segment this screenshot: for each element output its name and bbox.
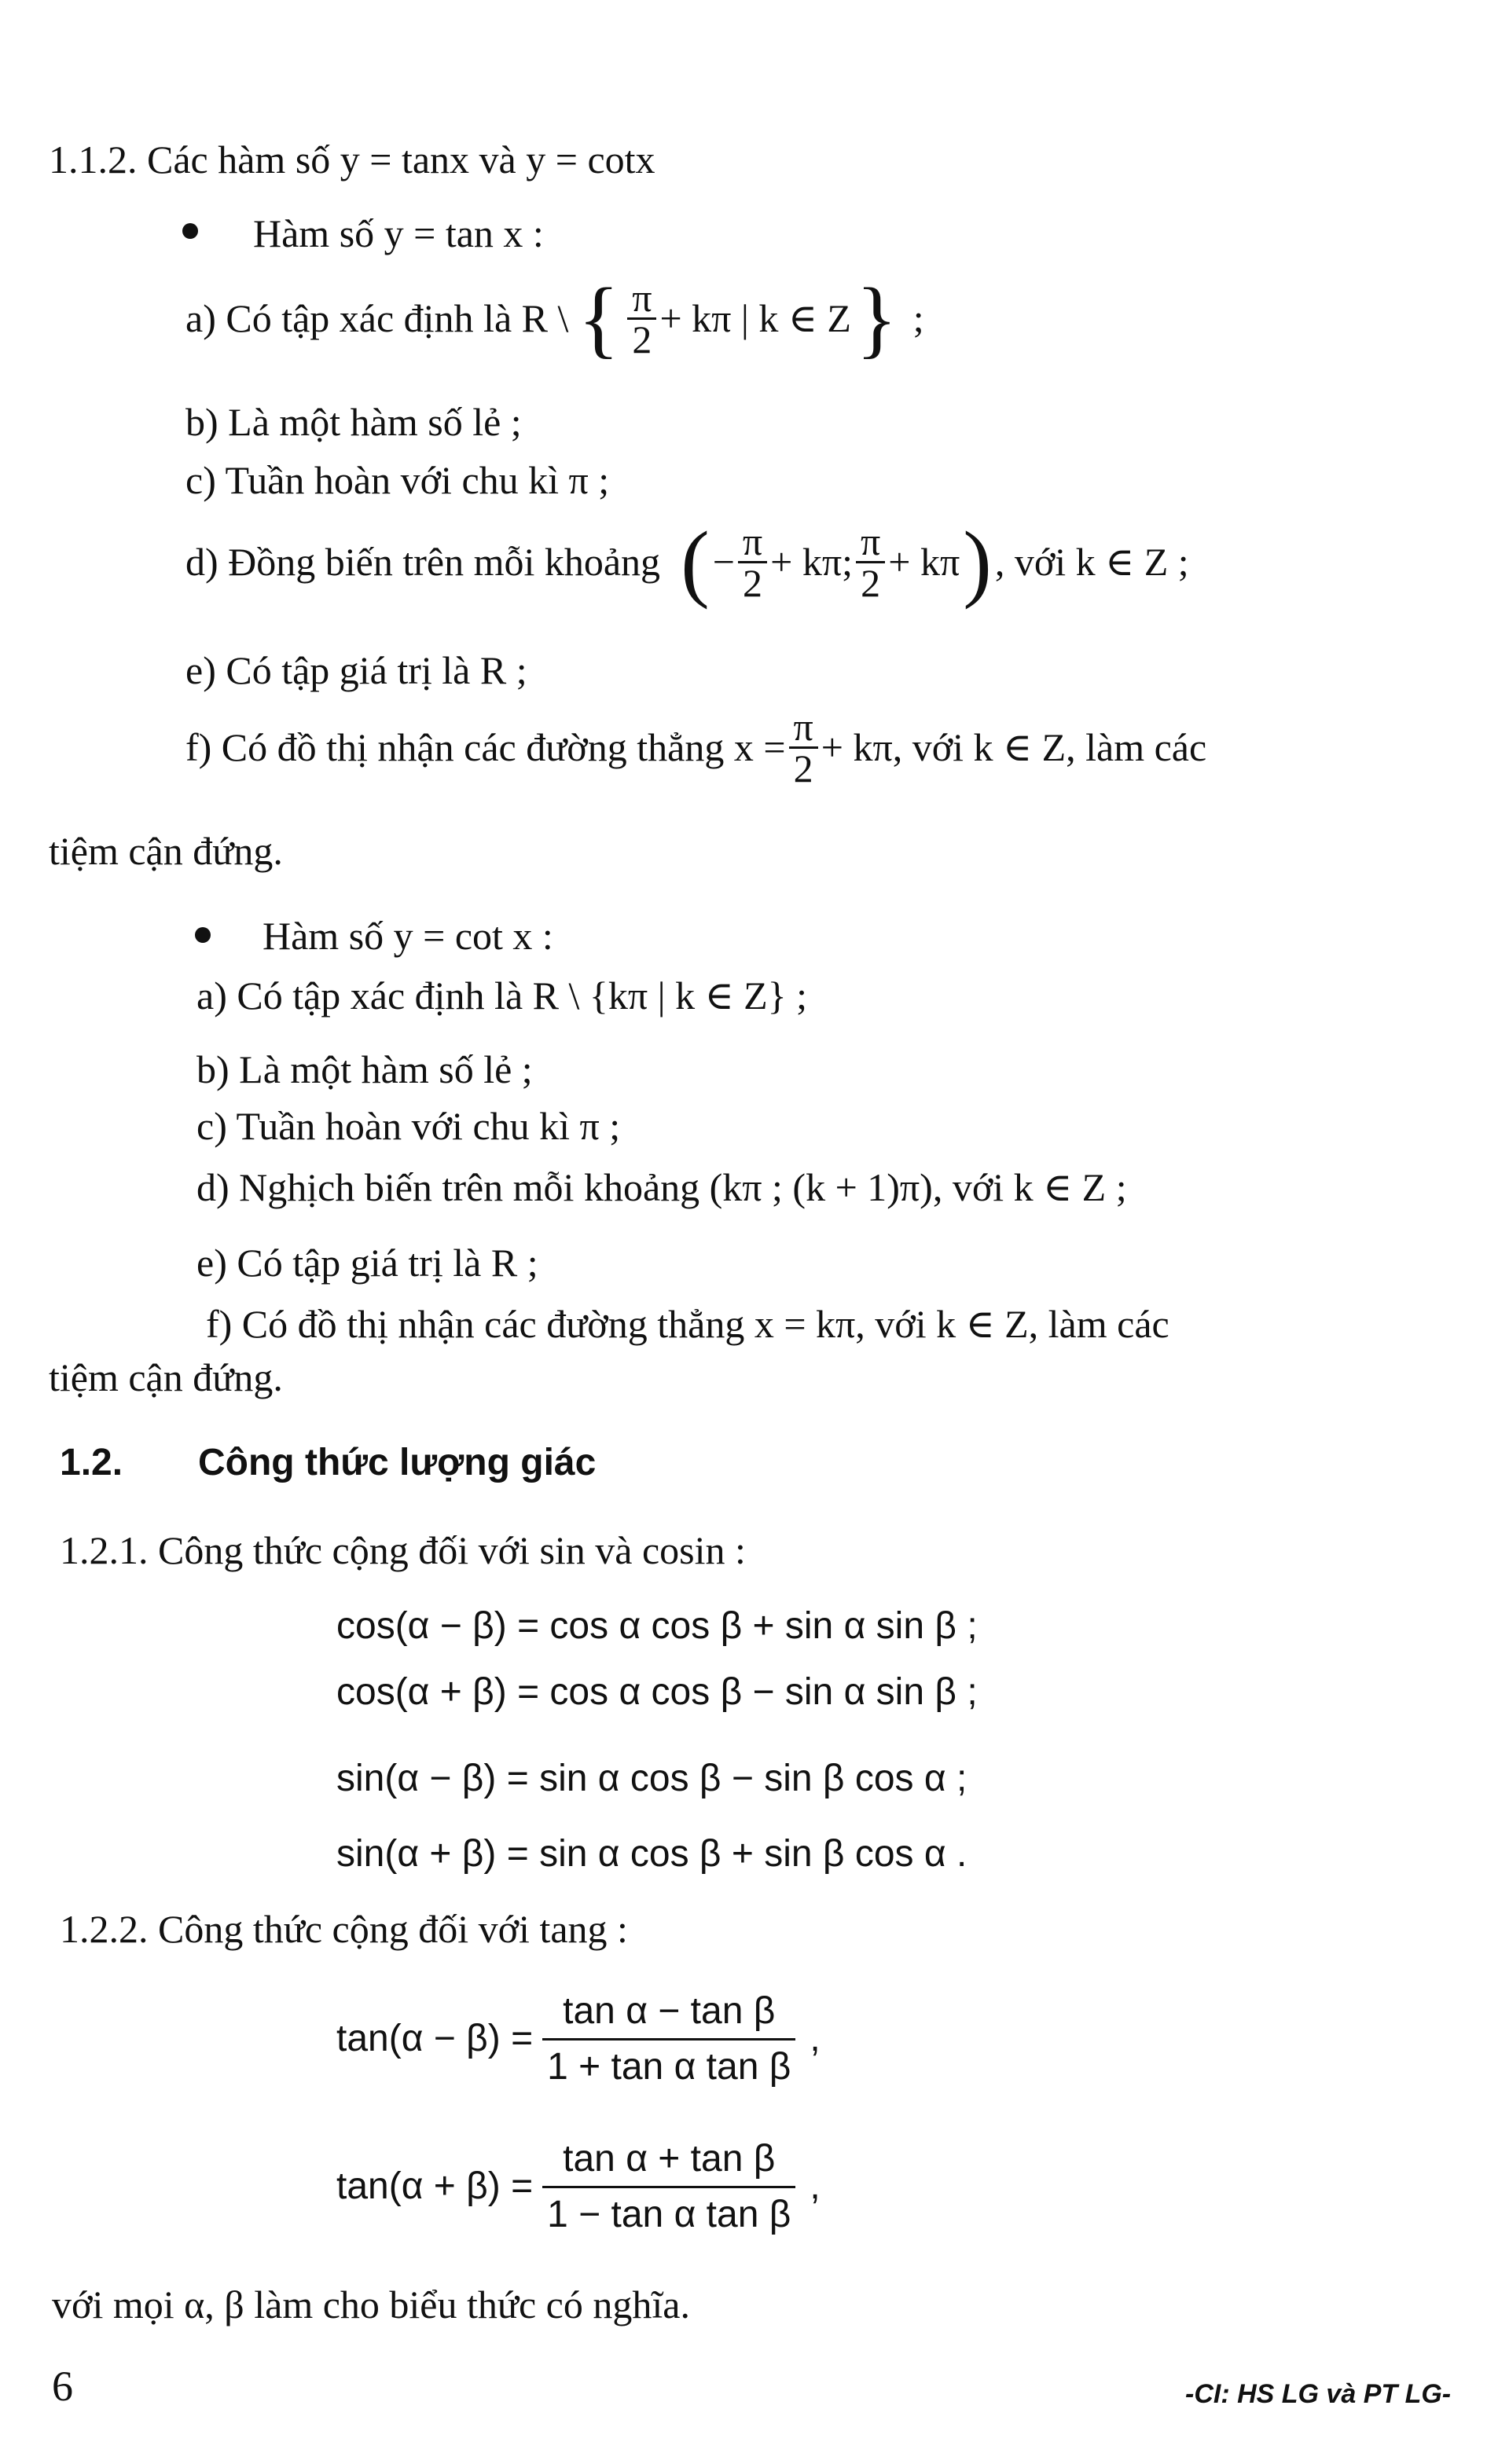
section-1-2-1-title: 1.2.1. Công thức cộng đối với sin và cosin :: [60, 1528, 746, 1572]
tan-heading: Hàm số y = tan x :: [253, 211, 544, 255]
fraction-tan-minus: $\frac{\text{tan α − tan β}}{\text{1 + tan α tan β}}$: [542, 1993, 795, 2086]
cot-heading: Hàm số y = cot x :: [263, 914, 553, 958]
formula-cos-plus: cos(α + β) = cos α cos β − sin α sin β ;: [336, 1671, 978, 1713]
running-title: -CI: HS LG và PT LG-: [1185, 2379, 1452, 2409]
section-1-2-2-title: 1.2.2. Công thức cộng đối với tang :: [60, 1907, 628, 1951]
bullet-icon: [182, 223, 198, 239]
formula-sin-minus: sin(α − β) = sin α cos β − sin β cos α ;: [336, 1758, 967, 1799]
fraction-pi-over-2: $\frac{\pi}{2}$: [856, 522, 885, 603]
section-1-2-number: 1.2.: [60, 1442, 123, 1483]
fraction-pi-over-2: $\frac{\pi}{2}$: [789, 707, 818, 788]
cot-item-b: b) Là một hàm số lẻ ;: [196, 1047, 533, 1091]
left-brace-icon: {: [578, 270, 620, 366]
bullet-icon: [195, 927, 211, 943]
cot-item-e: e) Có tập giá trị là R ;: [196, 1241, 538, 1285]
fraction-pi-over-2: $\frac{\pi}{2}$: [738, 522, 767, 603]
section-1-1-2-title: 1.1.2. Các hàm số y = tanx và y = cotx: [49, 138, 655, 182]
right-paren-icon: ): [963, 514, 992, 610]
tan-item-e: e) Có tập giá trị là R ;: [185, 648, 527, 692]
tan-item-c: c) Tuần hoàn với chu kì π ;: [185, 458, 610, 502]
tan-item-d: d) Đồng biến trên mỗi khoảng ( − $\frac{\pi}{2}$ + kπ; $\frac{\pi}{2}$ + kπ ) , với k ∈ Z ;: [185, 514, 1189, 610]
tan-item-a: a) Có tập xác định là R \ { $\frac{\pi}{2}$ + kπ | k ∈ Z } ;: [185, 270, 924, 366]
page-number: 6: [52, 2363, 73, 2410]
right-brace-icon: }: [855, 270, 898, 366]
cot-item-f-continued: tiệm cận đứng.: [49, 1355, 283, 1399]
cot-item-c: c) Tuần hoàn với chu kì π ;: [196, 1104, 621, 1148]
cot-item-f: f) Có đồ thị nhận các đường thẳng x = kπ, với k ∈ Z, làm các: [206, 1302, 1169, 1346]
section-1-2-title: Công thức lượng giác: [198, 1442, 597, 1483]
left-paren-icon: (: [681, 514, 710, 610]
cot-item-d: d) Nghịch biến trên mỗi khoảng (kπ ; (k + 1)π), với k ∈ Z ;: [196, 1165, 1127, 1209]
cot-item-a: a) Có tập xác định là R \ {kπ | k ∈ Z} ;: [196, 974, 808, 1018]
formula-tan-minus: tan(α − β) = $\frac{\text{tan α − tan β}}{\text{1 + tan α tan β}}$ ,: [336, 1989, 821, 2088]
fraction-pi-over-2: $\frac{\pi}{2}$: [627, 278, 656, 359]
tan-item-b: b) Là một hàm số lẻ ;: [185, 400, 522, 444]
tan-item-f: f) Có đồ thị nhận các đường thẳng x = $\frac{\pi}{2}$ + kπ, với k ∈ Z, làm các: [185, 704, 1207, 790]
fraction-tan-plus: $\frac{\text{tan α + tan β}}{\text{1 − tan α tan β}}$: [542, 2140, 795, 2234]
formula-cos-minus: cos(α − β) = cos α cos β + sin α sin β ;: [336, 1605, 978, 1647]
formula-tan-plus: tan(α + β) = $\frac{\text{tan α + tan β}}{\text{1 − tan α tan β}}$ ,: [336, 2137, 821, 2235]
formula-sin-plus: sin(α + β) = sin α cos β + sin β cos α .: [336, 1833, 967, 1875]
closing-text: với mọi α, β làm cho biểu thức có nghĩa.: [52, 2282, 690, 2326]
tan-item-f-continued: tiệm cận đứng.: [49, 829, 283, 873]
